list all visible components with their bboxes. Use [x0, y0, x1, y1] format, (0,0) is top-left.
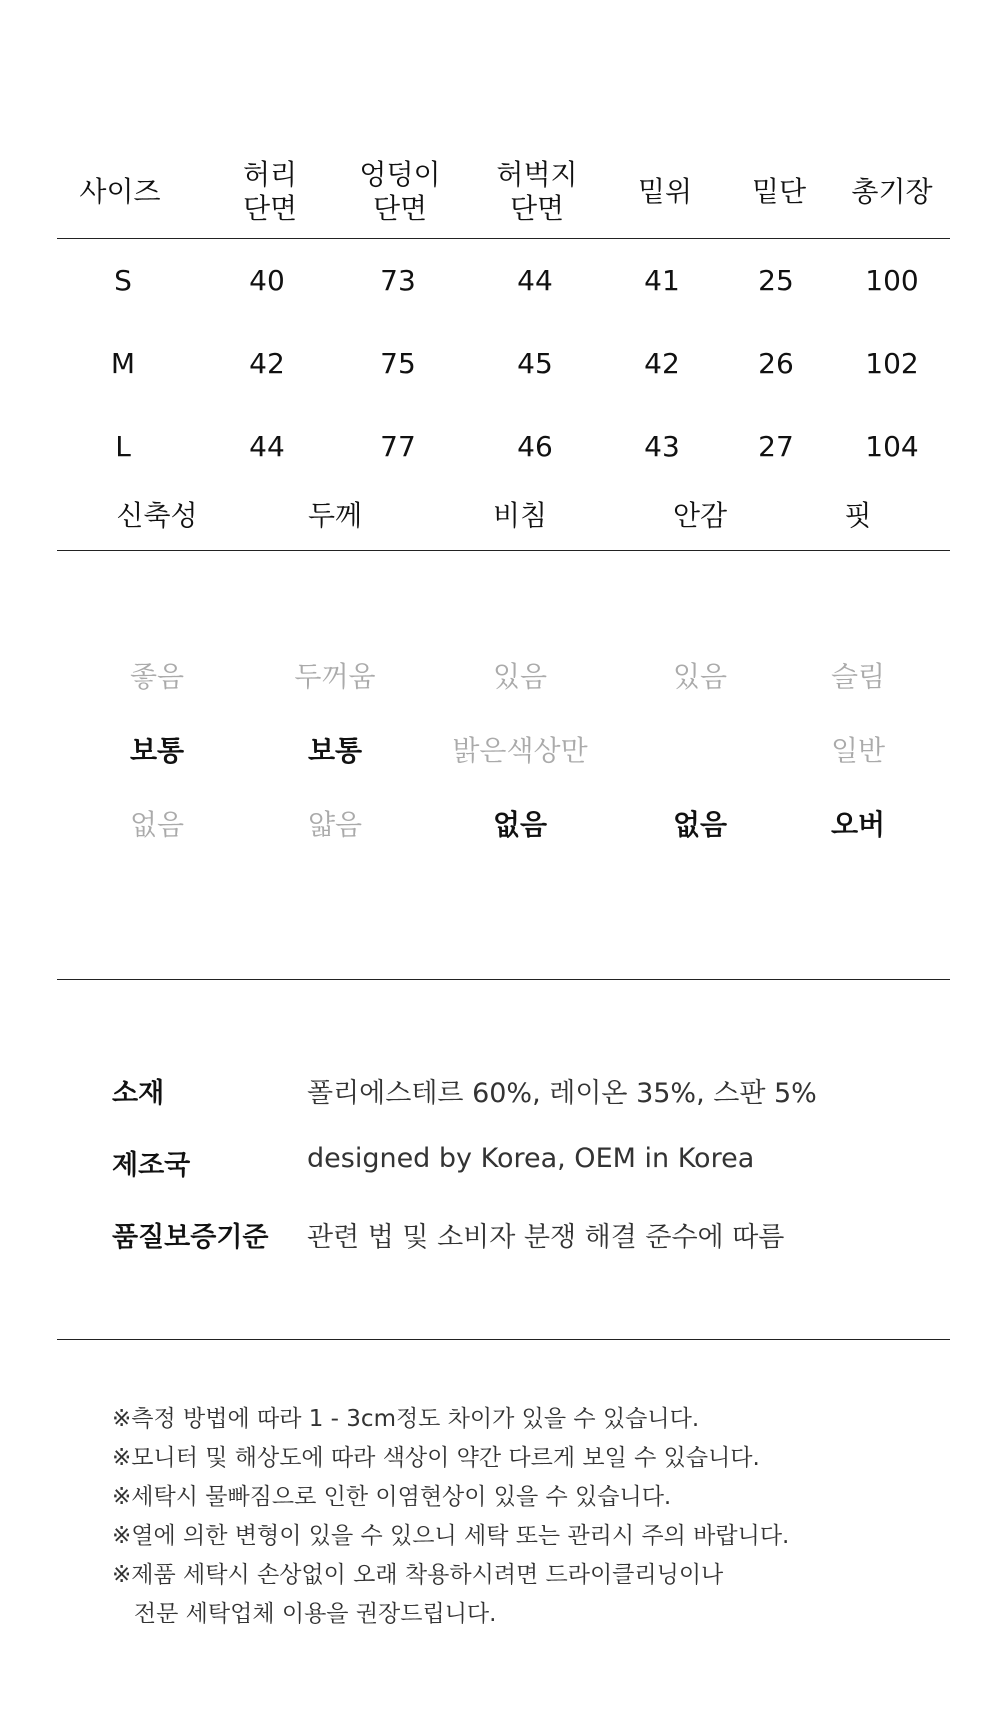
header-label: 허리: [242, 158, 298, 191]
header-size: [60, 175, 180, 209]
cell-rise: 41: [644, 264, 680, 297]
info-value-material: 폴리에스테르 60%, 레이온 35%, 스판 5%: [307, 1078, 817, 1109]
cell-thigh: 46: [517, 430, 553, 463]
header-rise: [605, 175, 725, 209]
header-label: 총기장: [851, 175, 933, 208]
option-thickness-normal: 보통: [307, 734, 363, 767]
info-label-material: 소재: [112, 1078, 165, 1109]
cell-size: S: [114, 264, 132, 297]
option-elasticity-good: 좋음: [129, 660, 185, 693]
option-sheer-light-colors: 밝은색상만: [452, 734, 588, 767]
info-label-quality: 품질보증기준: [112, 1222, 269, 1253]
header-label: 밑단: [751, 175, 807, 208]
cell-total-length: 100: [865, 264, 919, 297]
header-total-length: [832, 175, 952, 209]
attr-header-sheerness: 비침: [492, 499, 548, 532]
header-label: 엉덩이: [359, 158, 441, 191]
table-row: [0, 264, 1000, 298]
header-label: 사이즈: [79, 175, 161, 208]
option-sheer-yes: 있음: [492, 660, 548, 693]
cell-rise: 43: [644, 430, 680, 463]
cell-hem: 25: [758, 264, 794, 297]
attributes-divider: [57, 550, 950, 551]
header-waist: [210, 158, 330, 226]
header-label: 단면: [372, 192, 428, 225]
option-lining-none: 없음: [672, 808, 728, 841]
option-fit-slim: 슬림: [830, 660, 886, 693]
cell-total-length: 102: [865, 347, 919, 380]
cell-waist: 42: [249, 347, 285, 380]
option-elasticity-normal: 보통: [129, 734, 185, 767]
cell-hem: 26: [758, 347, 794, 380]
header-label: 단면: [242, 192, 298, 225]
cell-total-length: 104: [865, 430, 919, 463]
attr-header-fit: 핏: [844, 499, 872, 532]
attr-header-elasticity: 신축성: [116, 499, 198, 532]
header-hem: [719, 175, 839, 209]
section-divider: [57, 979, 950, 980]
note-item: ※열에 의한 변형이 있을 수 있으니 세탁 또는 관리시 주의 바랍니다.: [112, 1523, 790, 1549]
header-label: 단면: [509, 192, 565, 225]
cell-rise: 42: [644, 347, 680, 380]
header-label: 밑위: [637, 175, 693, 208]
attr-header-thickness: 두께: [307, 499, 363, 532]
table-row: [0, 430, 1000, 464]
cell-hip: 73: [380, 264, 416, 297]
option-sheer-none: 없음: [492, 808, 548, 841]
table-row: [0, 347, 1000, 381]
header-label: 허벅지: [496, 158, 578, 191]
cell-hip: 75: [380, 347, 416, 380]
cell-hip: 77: [380, 430, 416, 463]
attr-header-lining: 안감: [672, 499, 728, 532]
cell-waist: 44: [249, 430, 285, 463]
info-label-origin: 제조국: [112, 1150, 191, 1181]
option-thickness-thin: 얇음: [307, 808, 363, 841]
cell-size: M: [110, 347, 136, 380]
cell-size: L: [115, 430, 131, 463]
note-item: 전문 세탁업체 이용을 권장드립니다.: [112, 1601, 497, 1627]
note-item: ※측정 방법에 따라 1 - 3cm정도 차이가 있을 수 있습니다.: [112, 1406, 700, 1432]
header-thigh: [477, 158, 597, 226]
option-elasticity-none: 없음: [129, 808, 185, 841]
cell-thigh: 45: [517, 347, 553, 380]
option-fit-regular: 일반: [830, 734, 886, 767]
option-thickness-thick: 두꺼움: [294, 660, 376, 693]
info-value-origin: designed by Korea, OEM in Korea: [307, 1143, 755, 1174]
header-hip: [340, 158, 460, 226]
option-lining-yes: 있음: [672, 660, 728, 693]
note-item: ※제품 세탁시 손상없이 오래 착용하시려면 드라이클리닝이나: [112, 1562, 724, 1588]
cell-thigh: 44: [517, 264, 553, 297]
cell-hem: 27: [758, 430, 794, 463]
option-fit-over: 오버: [830, 808, 886, 841]
info-value-quality: 관련 법 및 소비자 분쟁 해결 준수에 따름: [307, 1222, 785, 1253]
note-item: ※세탁시 물빠짐으로 인한 이염현상이 있을 수 있습니다.: [112, 1484, 672, 1510]
size-table-divider: [57, 238, 950, 239]
section-divider: [57, 1339, 950, 1340]
note-item: ※모니터 및 해상도에 따라 색상이 약간 다르게 보일 수 있습니다.: [112, 1445, 760, 1471]
cell-waist: 40: [249, 264, 285, 297]
